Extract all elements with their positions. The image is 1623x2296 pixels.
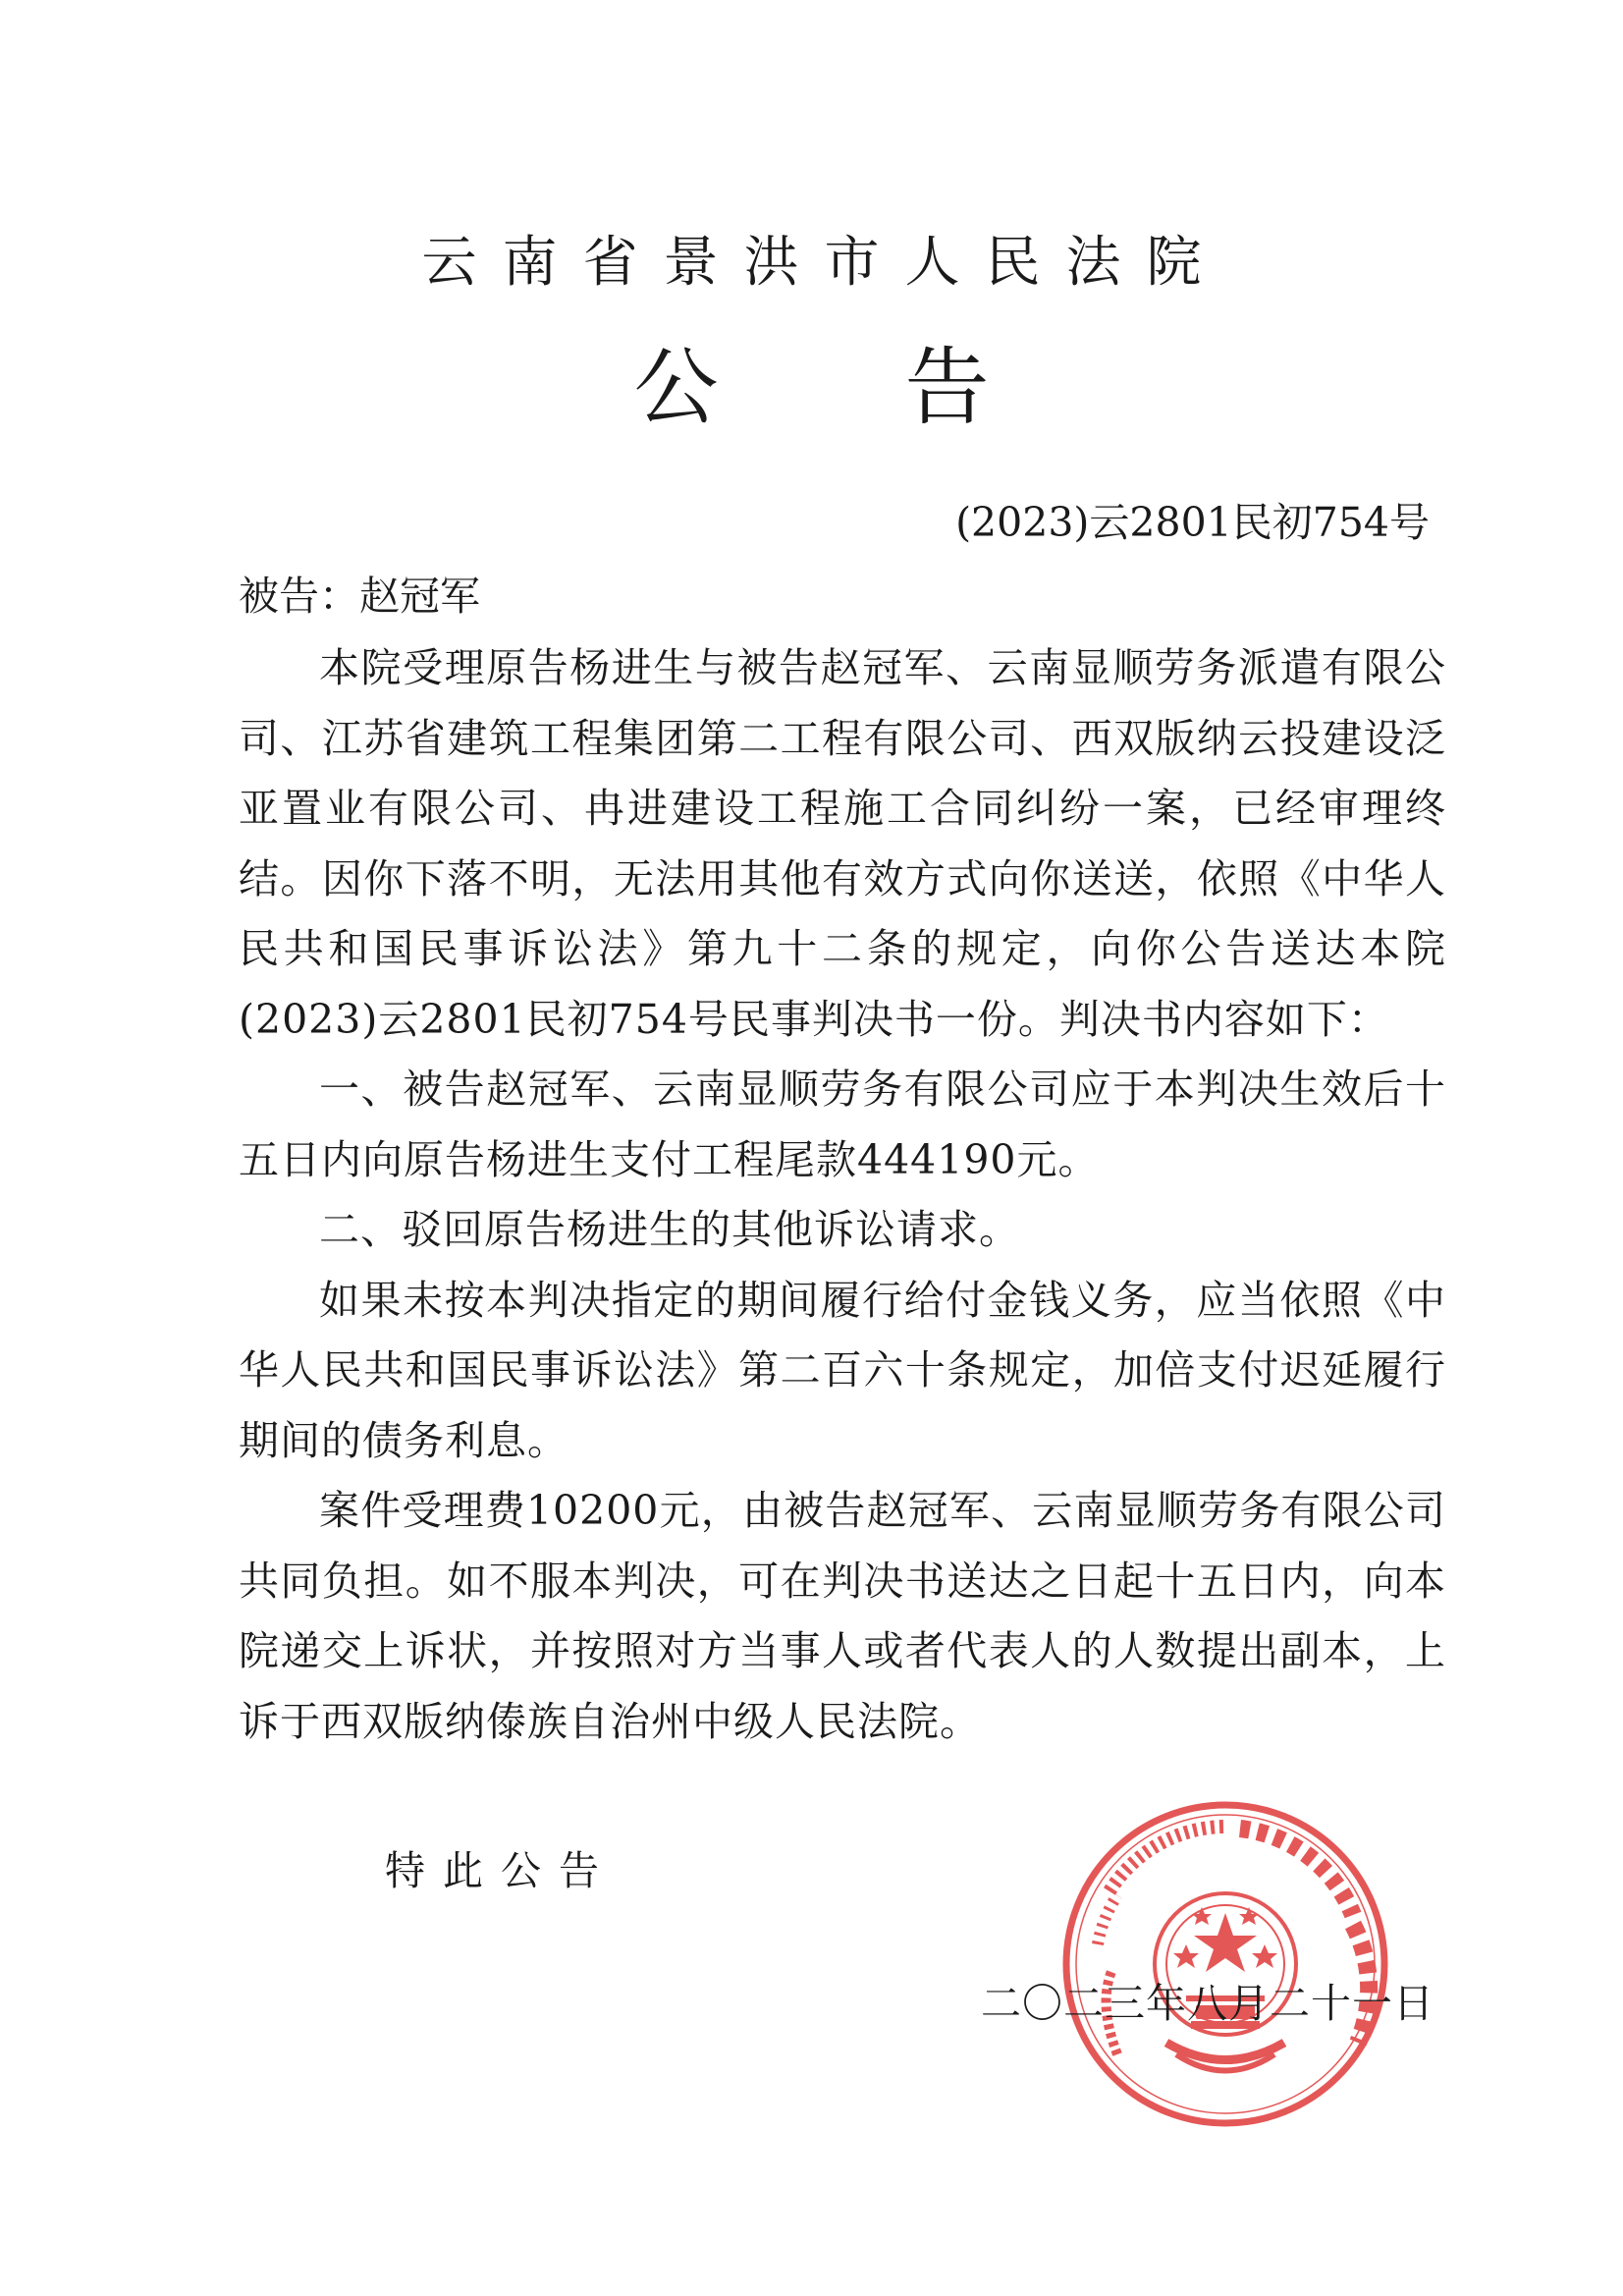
issue-date: 二〇二三年八月二十一日 xyxy=(981,1980,1434,2027)
notice-body xyxy=(239,633,1446,1757)
paragraph-fees-appeal: 案件受理费10200元，由被告赵冠军、云南显顺劳务有限公司共同负担。如不服本判决，可在判决书送达之日起十五日内，向本院递交上诉状，并按照对方当事人或者代表人的人数提出副本，上诉于西双版纳傣族自治州中级人民法院。 xyxy=(239,1487,1446,1745)
addressee: 被告：赵冠军 xyxy=(239,573,480,620)
paragraph-judgment-item-1: 一、被告赵冠军、云南显顺劳务有限公司应于本判决生效后十五日内向原告杨进生支付工程尾款444190元。 xyxy=(239,1066,1446,1183)
case-number: (2023)云2801民初754号 xyxy=(955,499,1430,546)
court-name: 云南省景洪市人民法院 xyxy=(421,231,1227,295)
court-seal-icon xyxy=(1058,1797,1392,2131)
closing-statement: 特此公告 xyxy=(385,1847,617,1894)
document-title: 公告 xyxy=(633,339,1176,437)
paragraph-late-payment: 如果未按本判决指定的期间履行给付金钱义务，应当依照《中华人民共和国民事诉讼法》第二百六十条规定，加倍支付迟延履行期间的债务利息。 xyxy=(239,1276,1446,1464)
paragraph-judgment-item-2: 二、驳回原告杨进生的其他诉讼请求。 xyxy=(319,1206,1020,1253)
paragraph-intro: 本院受理原告杨进生与被告赵冠军、云南显顺劳务派遣有限公司、江苏省建筑工程集团第二工程有限公司、西双版纳云投建设泛亚置业有限公司、冉进建设工程施工合同纠纷一案，已经审理终结。因你下落不明，无法用其他有效方式向你送送，依照《中华人民共和国民事诉讼法》第九十二条的规定，向你公告送达本院(2023)云2801民初754号民事判决书一份。判决书内容如下： xyxy=(239,644,1446,1043)
